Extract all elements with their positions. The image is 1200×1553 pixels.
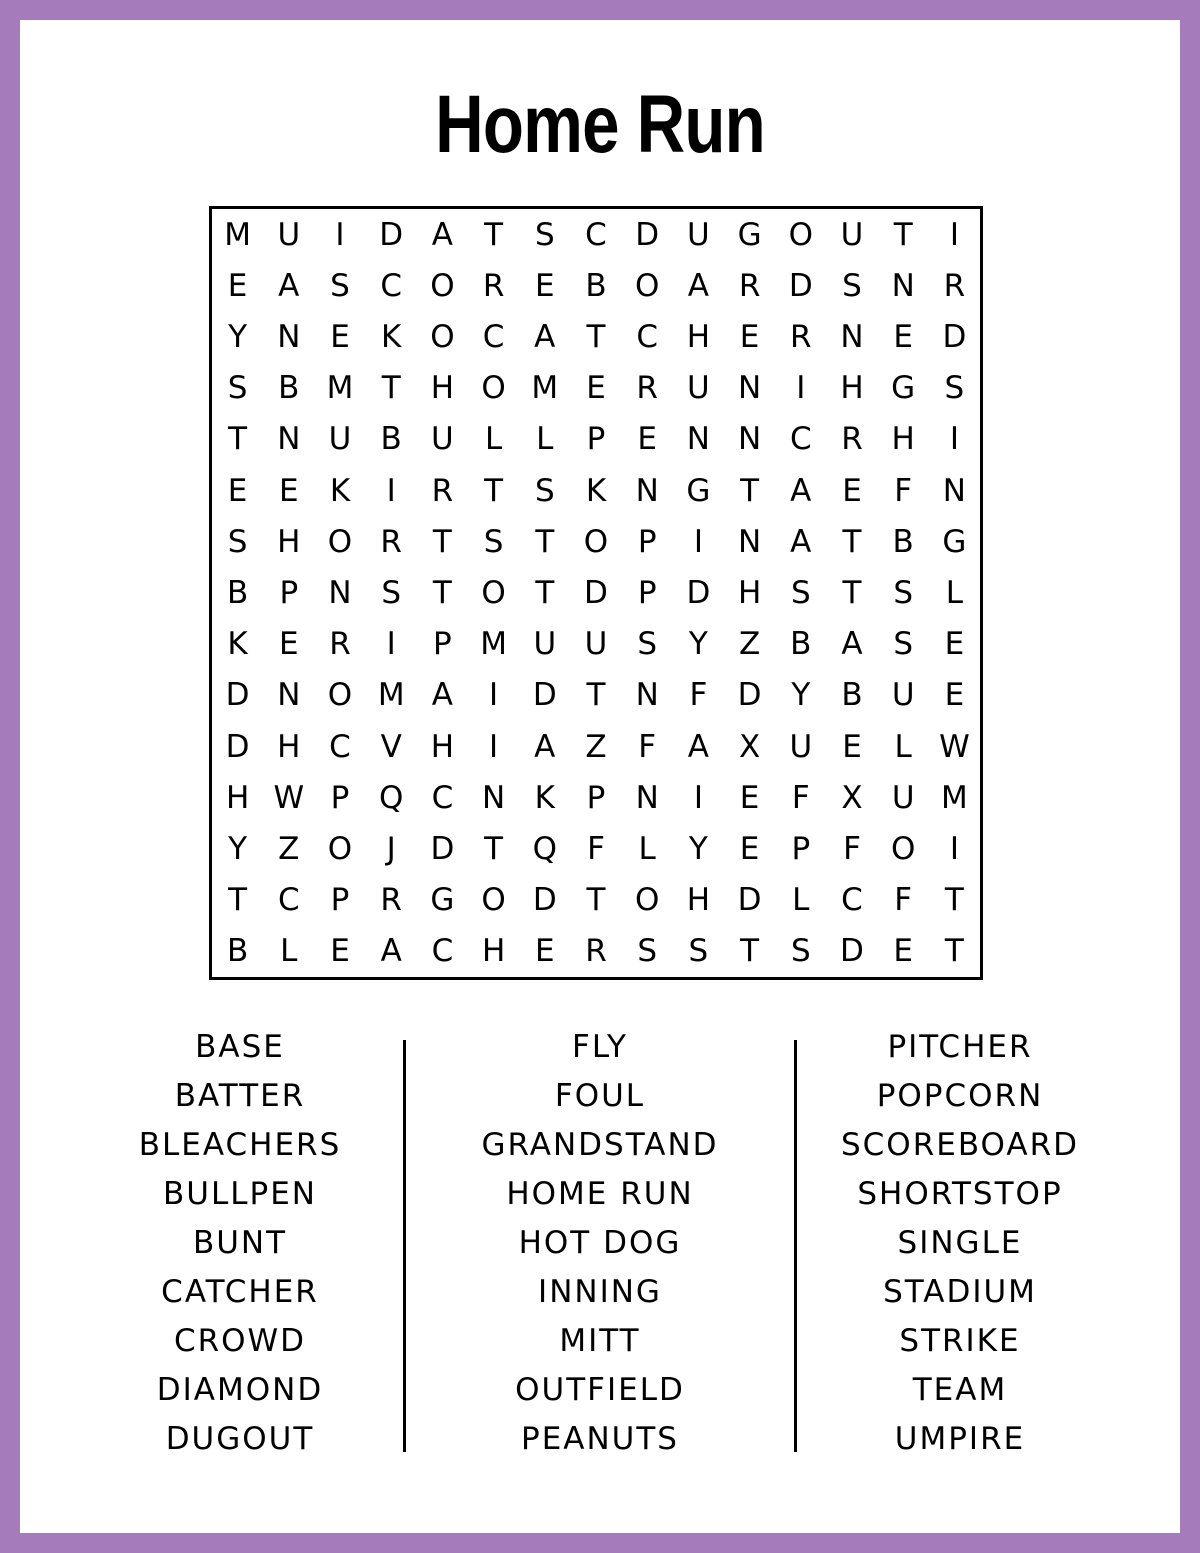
grid-letter: T xyxy=(586,677,606,714)
grid-letter: R xyxy=(380,523,402,560)
grid-letter: N xyxy=(481,779,506,816)
grid-letter: Y xyxy=(688,830,708,867)
grid-letter: C xyxy=(789,421,812,458)
grid-letter: E xyxy=(586,370,606,407)
grid-letter: C xyxy=(636,318,659,355)
word-list-item: POPCORN xyxy=(876,1078,1044,1114)
grid-letter: L xyxy=(894,728,912,765)
word-list-item: PITCHER xyxy=(887,1029,1033,1065)
grid-letter: W xyxy=(273,779,305,816)
grid-letter: P xyxy=(637,574,657,611)
grid-letter: I xyxy=(693,779,703,816)
grid-letter: P xyxy=(330,882,350,919)
grid-letter: G xyxy=(942,523,967,560)
grid-letter: S xyxy=(688,933,709,970)
grid-letter: K xyxy=(534,779,555,816)
word-list-item: TEAM xyxy=(912,1372,1008,1408)
grid-letter: U xyxy=(789,728,813,765)
grid-letter: T xyxy=(432,574,452,611)
grid-letter: A xyxy=(380,933,402,970)
grid-letter: N xyxy=(891,267,915,304)
grid-letter: G xyxy=(686,472,711,509)
grid-letter: T xyxy=(842,574,862,611)
grid-letter: A xyxy=(841,626,863,663)
grid-letter: P xyxy=(330,779,350,816)
grid-letter: C xyxy=(431,779,454,816)
grid-letter: D xyxy=(942,318,967,355)
grid-letter: E xyxy=(534,933,555,970)
grid-letter: B xyxy=(278,370,300,407)
grid-letter: O xyxy=(327,830,353,867)
grid-letter: O xyxy=(634,267,660,304)
grid-letter: T xyxy=(586,882,606,919)
word-list-item: FOUL xyxy=(554,1078,646,1114)
grid-letter: T xyxy=(944,882,964,919)
grid-letter: R xyxy=(431,472,454,509)
word-list-item: INNING xyxy=(538,1274,662,1310)
grid-letter: N xyxy=(277,318,301,355)
grid-letter: A xyxy=(278,267,300,304)
grid-letter: B xyxy=(841,677,863,714)
grid-letter: A xyxy=(687,728,709,765)
grid-letter: R xyxy=(943,267,966,304)
grid-letter: P xyxy=(586,779,606,816)
grid-letter: N xyxy=(737,421,762,458)
grid-letter: U xyxy=(840,216,864,253)
grid-letter: P xyxy=(791,830,811,867)
grid-letter: C xyxy=(380,267,403,304)
grid-letter: N xyxy=(942,472,966,509)
grid-letter: O xyxy=(634,882,660,919)
grid-letter: P xyxy=(433,626,452,663)
grid-letter: I xyxy=(489,728,499,765)
grid-letter: M xyxy=(531,370,559,407)
grid-letter: T xyxy=(381,370,401,407)
column-divider xyxy=(403,1040,406,1452)
grid-letter: E xyxy=(278,472,299,509)
grid-letter: S xyxy=(330,267,350,304)
grid-letter: K xyxy=(227,626,248,663)
grid-letter: N xyxy=(737,523,762,560)
grid-letter: S xyxy=(637,626,658,663)
grid-letter: M xyxy=(326,370,354,407)
grid-letter: E xyxy=(330,318,350,355)
grid-letter: N xyxy=(635,779,659,816)
grid-letter: S xyxy=(790,933,811,970)
word-list-item: STRIKE xyxy=(899,1323,1021,1359)
grid-letter: I xyxy=(693,523,703,560)
grid-letter: S xyxy=(842,267,862,304)
grid-letter: O xyxy=(327,523,353,560)
grid-letter: E xyxy=(637,421,657,458)
word-list-item: HOME RUN xyxy=(506,1176,694,1212)
grid-letter: P xyxy=(279,574,299,611)
word-list-item: SINGLE xyxy=(897,1225,1023,1261)
grid-letter: R xyxy=(482,267,505,304)
grid-letter: N xyxy=(277,421,301,458)
grid-letter: T xyxy=(432,523,452,560)
grid-letter: Y xyxy=(688,626,708,663)
grid-letter: S xyxy=(381,574,402,611)
grid-letter: S xyxy=(893,574,914,611)
word-list-column-2 xyxy=(420,1025,780,1466)
grid-letter: P xyxy=(586,421,606,458)
grid-letter: A xyxy=(431,677,453,714)
grid-letter: C xyxy=(482,318,505,355)
word-list-item: OUTFIELD xyxy=(515,1372,685,1408)
grid-letter: H xyxy=(686,882,711,919)
grid-letter: O xyxy=(890,830,916,867)
grid-letter: O xyxy=(788,216,813,253)
grid-letter: B xyxy=(585,267,607,304)
grid-letter: H xyxy=(686,318,711,355)
grid-letter: T xyxy=(484,216,504,253)
grid-letter: D xyxy=(430,830,455,867)
grid-letter: E xyxy=(227,472,248,509)
grid-letter: D xyxy=(225,677,250,714)
grid-letter: T xyxy=(228,882,248,919)
grid-letter: U xyxy=(277,216,301,253)
grid-letter: Q xyxy=(378,779,404,816)
grid-letter: M xyxy=(377,677,405,714)
grid-letter: A xyxy=(790,472,812,509)
grid-letter: E xyxy=(893,318,913,355)
grid-letter: C xyxy=(277,882,300,919)
grid-letter: N xyxy=(635,472,659,509)
grid-letter: T xyxy=(228,421,248,458)
grid-letter: T xyxy=(893,216,913,253)
grid-letter: S xyxy=(790,574,811,611)
grid-letter: H xyxy=(277,728,301,765)
grid-letter: Z xyxy=(585,728,607,765)
grid-letter: U xyxy=(891,677,915,714)
grid-letter: N xyxy=(328,574,352,611)
grid-letter: U xyxy=(687,370,710,407)
grid-letter: I xyxy=(386,626,396,663)
word-list-item: HOT DOG xyxy=(518,1225,682,1261)
word-list-item: STADIUM xyxy=(883,1274,1037,1310)
grid-letter: G xyxy=(891,370,916,407)
grid-letter: D xyxy=(532,882,557,919)
grid-letter: B xyxy=(226,933,249,970)
grid-letter: S xyxy=(637,933,658,970)
grid-letter: E xyxy=(944,677,965,714)
grid-letter: T xyxy=(944,933,964,970)
word-list-item: BLEACHERS xyxy=(138,1127,342,1163)
grid-letter: B xyxy=(226,574,249,611)
grid-letter: R xyxy=(841,421,863,458)
grid-letter: S xyxy=(534,216,555,253)
word-list-item: SHORTSTOP xyxy=(857,1176,1063,1212)
grid-letter: L xyxy=(484,421,503,458)
word-list-column-3 xyxy=(780,1025,1140,1466)
grid-letter: L xyxy=(280,933,298,970)
grid-letter: P xyxy=(637,523,657,560)
grid-letter: T xyxy=(842,523,862,560)
grid-letter: N xyxy=(737,370,762,407)
grid-letter: L xyxy=(536,421,554,458)
grid-letter: I xyxy=(489,677,499,714)
grid-letter: H xyxy=(840,370,864,407)
grid-letter: S xyxy=(893,626,914,663)
word-list-item: CROWD xyxy=(173,1323,307,1359)
grid-letter: T xyxy=(740,933,760,970)
word-list-item: BATTER xyxy=(174,1078,306,1114)
grid-letter: F xyxy=(638,728,657,765)
word-list-item: FLY xyxy=(572,1029,628,1065)
grid-letter: I xyxy=(949,216,959,253)
grid-letter: D xyxy=(532,677,557,714)
grid-letter: C xyxy=(841,882,863,919)
grid-letter: R xyxy=(380,882,402,919)
grid-letter: I xyxy=(949,421,959,458)
grid-letter: M xyxy=(480,626,507,663)
grid-letter: G xyxy=(430,882,455,919)
grid-letter: N xyxy=(277,677,301,714)
grid-letter: F xyxy=(894,472,913,509)
word-list-item: PEANUTS xyxy=(521,1421,679,1457)
grid-letter: O xyxy=(430,267,455,304)
grid-letter: H xyxy=(481,933,506,970)
grid-letter: H xyxy=(225,779,250,816)
grid-letter: L xyxy=(792,882,810,919)
grid-letter: C xyxy=(329,728,351,765)
grid-letter: E xyxy=(842,728,862,765)
grid-letter: I xyxy=(335,216,345,253)
grid-letter: S xyxy=(944,370,965,407)
grid-letter: E xyxy=(739,830,760,867)
grid-letter: M xyxy=(224,216,251,253)
grid-letter: K xyxy=(381,318,402,355)
grid-letter: D xyxy=(379,216,404,253)
word-list-item: CATCHER xyxy=(161,1274,319,1310)
grid-letter: L xyxy=(945,574,964,611)
word-list-column-1 xyxy=(60,1025,420,1466)
grid-letter: E xyxy=(278,626,299,663)
grid-letter: U xyxy=(891,779,915,816)
grid-letter: J xyxy=(386,830,396,867)
grid-letter: F xyxy=(894,882,913,919)
grid-letter: D xyxy=(788,267,813,304)
grid-letter: U xyxy=(533,626,557,663)
word-list-item: DIAMOND xyxy=(156,1372,324,1408)
grid-letter: E xyxy=(893,933,913,970)
page-title: Home Run xyxy=(435,79,765,170)
grid-letter: D xyxy=(737,677,762,714)
word-list-item: MITT xyxy=(559,1323,641,1359)
grid-letter: T xyxy=(484,472,504,509)
grid-letter: O xyxy=(583,523,609,560)
grid-letter: O xyxy=(430,318,455,355)
grid-letter: R xyxy=(738,267,761,304)
grid-letter: O xyxy=(481,370,506,407)
grid-letter: W xyxy=(939,728,970,765)
grid-letter: D xyxy=(584,574,608,611)
grid-letter: E xyxy=(842,472,862,509)
grid-letter: A xyxy=(431,216,453,253)
grid-letter: S xyxy=(534,472,555,509)
grid-letter: D xyxy=(686,574,711,611)
grid-letter: K xyxy=(585,472,607,509)
grid-letter: C xyxy=(431,933,454,970)
grid-letter: U xyxy=(584,626,608,663)
grid-letter: K xyxy=(329,472,351,509)
grid-letter: T xyxy=(535,574,555,611)
word-list-item: BUNT xyxy=(192,1225,288,1261)
grid-letter: Z xyxy=(278,830,300,867)
grid-letter: O xyxy=(481,574,506,611)
grid-letter: Y xyxy=(791,677,811,714)
grid-letter: G xyxy=(737,216,762,253)
grid-letter: H xyxy=(891,421,915,458)
grid-letter: T xyxy=(586,318,606,355)
grid-letter: I xyxy=(949,830,959,867)
grid-letter: O xyxy=(327,677,353,714)
grid-letter: T xyxy=(740,472,760,509)
grid-letter: U xyxy=(328,421,352,458)
grid-letter: R xyxy=(790,318,812,355)
grid-letter: M xyxy=(941,779,968,816)
grid-letter: Y xyxy=(228,318,248,355)
grid-letter: I xyxy=(386,472,396,509)
grid-letter: A xyxy=(534,318,556,355)
word-list-item: GRANDSTAND xyxy=(481,1127,719,1163)
grid-letter: Y xyxy=(228,830,248,867)
grid-letter: Z xyxy=(738,626,761,663)
word-search-grid xyxy=(209,206,983,980)
grid-letter: B xyxy=(892,523,914,560)
word-list-item: DUGOUT xyxy=(165,1421,315,1457)
grid-letter: X xyxy=(738,728,761,765)
grid-letter: T xyxy=(484,830,504,867)
grid-letter: T xyxy=(535,523,555,560)
grid-letter: A xyxy=(534,728,556,765)
grid-letter: F xyxy=(791,779,810,816)
grid-letter: R xyxy=(636,370,658,407)
grid-letter: N xyxy=(686,421,710,458)
grid-letter: R xyxy=(585,933,607,970)
grid-letter: H xyxy=(737,574,762,611)
grid-letter: B xyxy=(380,421,402,458)
grid-letter: D xyxy=(737,882,762,919)
grid-letter: E xyxy=(739,318,760,355)
grid-letter: D xyxy=(225,728,250,765)
grid-letter: E xyxy=(944,626,965,663)
grid-letter: A xyxy=(687,267,709,304)
grid-letter: B xyxy=(790,626,812,663)
grid-letter: D xyxy=(840,933,864,970)
grid-letter: F xyxy=(843,830,861,867)
grid-letter: D xyxy=(635,216,660,253)
word-list-item: SCOREBOARD xyxy=(840,1127,1080,1163)
grid-letter: I xyxy=(796,370,806,407)
grid-letter: S xyxy=(483,523,504,560)
word-list-item: BASE xyxy=(195,1029,285,1065)
grid-letter: E xyxy=(227,267,248,304)
grid-letter: N xyxy=(840,318,864,355)
grid-letter: U xyxy=(687,216,710,253)
grid-letter: O xyxy=(481,882,506,919)
grid-letter: E xyxy=(534,267,555,304)
word-list-item: BULLPEN xyxy=(163,1176,317,1212)
grid-letter: A xyxy=(790,523,812,560)
grid-letter: X xyxy=(841,779,863,816)
grid-letter: Q xyxy=(532,830,557,867)
grid-letter: R xyxy=(329,626,351,663)
grid-letter: U xyxy=(431,421,454,458)
grid-letter: F xyxy=(689,677,708,714)
grid-letter: H xyxy=(277,523,301,560)
grid-letter: S xyxy=(227,523,248,560)
grid-letter: N xyxy=(635,677,659,714)
grid-letter: V xyxy=(380,728,402,765)
grid-letter: F xyxy=(587,830,605,867)
grid-letter: C xyxy=(585,216,607,253)
grid-letter: S xyxy=(227,370,248,407)
grid-letter: E xyxy=(739,779,760,816)
grid-letter: E xyxy=(330,933,350,970)
grid-letter: L xyxy=(638,830,656,867)
grid-letter: H xyxy=(430,370,455,407)
word-list-item: UMPIRE xyxy=(894,1421,1026,1457)
grid-letter: H xyxy=(430,728,455,765)
